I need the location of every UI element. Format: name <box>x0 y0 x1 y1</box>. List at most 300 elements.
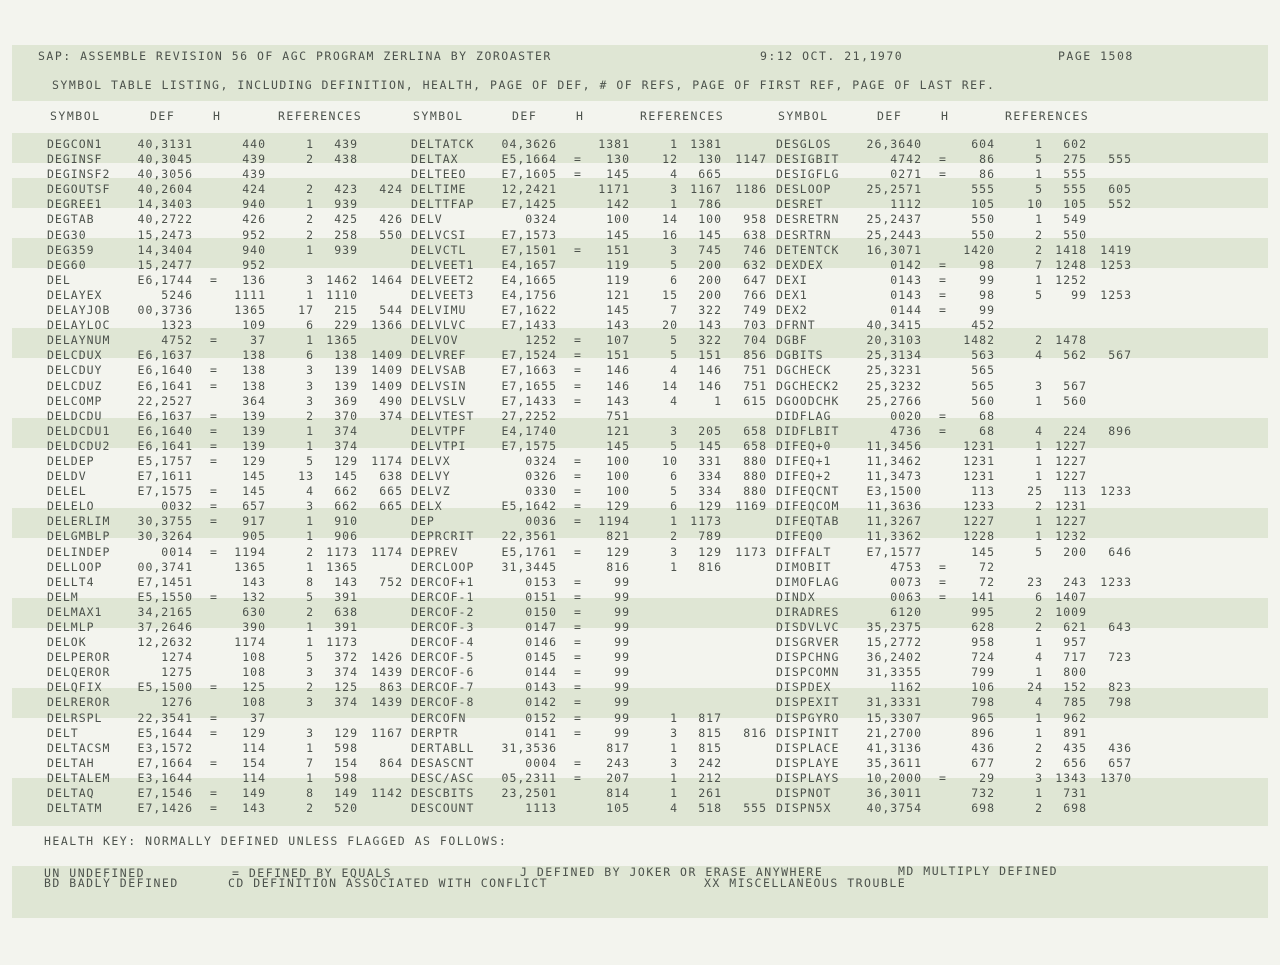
page-of-def: 1482 <box>963 333 995 348</box>
health-flag: = <box>574 469 582 484</box>
ref-count: 2 <box>306 604 314 619</box>
page-of-def: 1365 <box>234 303 266 318</box>
health-flag: = <box>939 272 947 287</box>
ref-count: 5 <box>670 484 678 499</box>
definition: 22,3561 <box>501 529 557 544</box>
page-of-def: 145 <box>606 227 630 242</box>
ref-count: 1 <box>306 559 314 574</box>
symbol-name: DESRTRN <box>776 227 832 242</box>
health-flag: = <box>574 755 582 770</box>
symbol-name: DISPEXIT <box>776 695 840 710</box>
last-ref-page: 632 <box>743 257 767 272</box>
page-of-def: 995 <box>971 604 995 619</box>
definition: E7,1577 <box>866 544 922 559</box>
last-ref-page: 426 <box>379 212 403 227</box>
first-ref-page: 205 <box>698 423 722 438</box>
health-flag: = <box>210 499 218 514</box>
ref-count: 20 <box>662 318 678 333</box>
first-ref-page: 1227 <box>1055 469 1087 484</box>
ref-count: 24 <box>1027 680 1043 695</box>
page-of-def: 86 <box>979 167 995 182</box>
definition: E7,1605 <box>501 167 557 182</box>
page-of-def: 555 <box>971 182 995 197</box>
symbol-name: DELTTFAP <box>411 197 475 212</box>
definition: 11,3473 <box>866 469 922 484</box>
first-ref-page: 374 <box>334 423 358 438</box>
definition: E4,1740 <box>501 423 557 438</box>
symbol-name: DISGRVER <box>776 635 840 650</box>
first-ref-page: 370 <box>334 408 358 423</box>
page-of-def: 436 <box>971 740 995 755</box>
symbol-name: DIMOBIT <box>776 559 832 574</box>
page-of-def: 99 <box>979 303 995 318</box>
health-flag: = <box>574 499 582 514</box>
definition: E7,1611 <box>137 469 193 484</box>
symbol-name: DESIGFLG <box>776 167 840 182</box>
first-ref-page: 1231 <box>1055 499 1087 514</box>
definition: 0153 <box>525 574 557 589</box>
definition: 15,3307 <box>866 710 922 725</box>
ref-count: 1 <box>670 514 678 529</box>
definition: 0143 <box>890 287 922 302</box>
first-ref-page: 129 <box>334 453 358 468</box>
symbol-name: DEXI <box>776 272 808 287</box>
first-ref-page: 99 <box>1071 287 1087 302</box>
last-ref-page: 896 <box>1108 423 1132 438</box>
first-ref-page: 567 <box>1063 378 1087 393</box>
symbol-name: DERCOFN <box>411 710 467 725</box>
first-ref-page: 598 <box>334 740 358 755</box>
first-ref-page: 439 <box>334 137 358 151</box>
page-of-def: 107 <box>606 333 630 348</box>
symbol-name: DELVTEST <box>411 408 475 423</box>
definition: 14,3403 <box>137 197 193 212</box>
ref-count: 1 <box>306 529 314 544</box>
page-of-def: 138 <box>242 378 266 393</box>
symbol-name: DELCDUZ <box>47 378 103 393</box>
ref-count: 5 <box>670 333 678 348</box>
page-of-def: 99 <box>614 665 630 680</box>
symbol-name: DIFEQTAB <box>776 514 840 529</box>
page-of-def: 1231 <box>963 438 995 453</box>
table-row <box>0 152 1280 167</box>
page-of-def: 1194 <box>234 544 266 559</box>
health-flag: = <box>574 167 582 182</box>
last-ref-page: 880 <box>743 484 767 499</box>
page-of-def: 207 <box>606 770 630 785</box>
definition: E7,1546 <box>137 786 193 801</box>
definition: 1252 <box>525 333 557 348</box>
first-ref-page: 1478 <box>1055 333 1087 348</box>
symbol-name: DELVREF <box>411 348 467 363</box>
page-of-def: 138 <box>242 363 266 378</box>
definition: E6,1744 <box>137 272 193 287</box>
symbol-name: DEL <box>47 272 71 287</box>
definition: E6,1641 <box>137 438 193 453</box>
ref-count: 1 <box>306 137 314 151</box>
definition: E7,1501 <box>501 242 557 257</box>
health-flag: = <box>574 680 582 695</box>
definition: 11,3636 <box>866 499 922 514</box>
page-of-def: 958 <box>971 635 995 650</box>
ref-count: 14 <box>662 378 678 393</box>
table-row <box>0 484 1280 499</box>
table-row <box>0 605 1280 620</box>
health-flag: = <box>210 272 218 287</box>
table-row <box>0 409 1280 424</box>
table-row <box>0 741 1280 756</box>
table-row <box>0 756 1280 771</box>
last-ref-page: 1366 <box>371 318 403 333</box>
definition: 0142 <box>890 257 922 272</box>
page-of-def: 119 <box>606 257 630 272</box>
first-ref-page: 200 <box>698 287 722 302</box>
ref-count: 2 <box>306 680 314 695</box>
symbol-name: DELRSPL <box>47 710 103 725</box>
first-ref-page: 891 <box>1063 725 1087 740</box>
ref-count: 1 <box>1035 212 1043 227</box>
definition: E5,1550 <box>137 589 193 604</box>
first-ref-page: 331 <box>698 453 722 468</box>
health-flag: = <box>574 453 582 468</box>
table-row <box>0 182 1280 197</box>
first-ref-page: 1227 <box>1055 438 1087 453</box>
symbol-name: DERCOF-4 <box>411 635 475 650</box>
first-ref-page: 665 <box>698 167 722 182</box>
ref-count: 1 <box>670 197 678 212</box>
ref-count: 2 <box>306 212 314 227</box>
symbol-name: DESCBITS <box>411 786 475 801</box>
ref-count: 2 <box>306 801 314 816</box>
page-of-def: 86 <box>979 152 995 167</box>
symbol-name: DELTATM <box>47 801 103 816</box>
table-row <box>0 439 1280 454</box>
symbol-name: DIFEQCNT <box>776 484 840 499</box>
page-of-def: 109 <box>242 318 266 333</box>
definition: 25,3134 <box>866 348 922 363</box>
symbol-table <box>0 137 1280 816</box>
definition: 40,2722 <box>137 212 193 227</box>
table-row <box>0 228 1280 243</box>
ref-count: 23 <box>1027 574 1043 589</box>
health-flag: = <box>574 363 582 378</box>
page-of-def: 151 <box>606 242 630 257</box>
symbol-name: DELM <box>47 589 79 604</box>
ref-count: 3 <box>306 665 314 680</box>
symbol-name: DERCOF-7 <box>411 680 475 695</box>
symbol-name: DELQFIX <box>47 680 103 695</box>
definition: 0073 <box>890 574 922 589</box>
last-ref-page: 751 <box>743 378 767 393</box>
first-ref-page: 550 <box>1063 227 1087 242</box>
first-ref-page: 438 <box>334 152 358 167</box>
timestamp: 9:12 OCT. 21,1970 <box>760 49 904 63</box>
last-ref-page: 1253 <box>1100 257 1132 272</box>
ref-count: 3 <box>306 695 314 710</box>
page-of-def: 146 <box>606 363 630 378</box>
last-ref-page: 544 <box>379 303 403 318</box>
symbol-name: DELVCSI <box>411 227 467 242</box>
table-row <box>0 529 1280 544</box>
page-of-def: 940 <box>242 242 266 257</box>
symbol-name: DISPCHNG <box>776 650 840 665</box>
page-of-def: 905 <box>242 529 266 544</box>
ref-count: 4 <box>1035 650 1043 665</box>
table-row <box>0 288 1280 303</box>
last-ref-page: 1409 <box>371 378 403 393</box>
first-ref-page: 138 <box>334 348 358 363</box>
health-flag: = <box>939 303 947 318</box>
last-ref-page: 657 <box>1108 755 1132 770</box>
page-of-def: 565 <box>971 378 995 393</box>
first-ref-page: 146 <box>698 363 722 378</box>
table-row <box>0 590 1280 605</box>
last-ref-page: 658 <box>743 423 767 438</box>
first-ref-page: 520 <box>334 801 358 816</box>
definition: E7,1524 <box>501 348 557 363</box>
symbol-name: DELTATCK <box>411 137 475 151</box>
definition: 23,2501 <box>501 786 557 801</box>
ref-count: 3 <box>670 242 678 257</box>
definition: 12,2632 <box>137 635 193 650</box>
page-of-def: 439 <box>242 167 266 182</box>
health-flag: = <box>210 680 218 695</box>
ref-count: 3 <box>306 363 314 378</box>
ref-count: 15 <box>662 287 678 302</box>
definition: 20,3103 <box>866 333 922 348</box>
ref-count: 2 <box>1035 740 1043 755</box>
page-of-def: 99 <box>979 272 995 287</box>
first-ref-page: 129 <box>698 499 722 514</box>
ref-count: 5 <box>306 650 314 665</box>
ref-count: 8 <box>306 574 314 589</box>
last-ref-page: 1169 <box>735 499 767 514</box>
ref-count: 5 <box>1035 152 1043 167</box>
symbol-name: DELGMBLP <box>47 529 111 544</box>
definition: 31,3355 <box>866 665 922 680</box>
definition: 40,2604 <box>137 182 193 197</box>
page-of-def: 29 <box>979 770 995 785</box>
ref-count: 7 <box>1035 257 1043 272</box>
first-ref-page: 145 <box>698 227 722 242</box>
first-ref-page: 139 <box>334 363 358 378</box>
health-flag: = <box>574 333 582 348</box>
first-ref-page: 334 <box>698 484 722 499</box>
definition: 11,3462 <box>866 453 922 468</box>
definition: E6,1640 <box>137 363 193 378</box>
first-ref-page: 200 <box>698 272 722 287</box>
first-ref-page: 105 <box>1063 197 1087 212</box>
page-of-def: 139 <box>242 438 266 453</box>
page-of-def: 72 <box>979 574 995 589</box>
table-row <box>0 695 1280 710</box>
last-ref-page: 880 <box>743 453 767 468</box>
first-ref-page: 261 <box>698 786 722 801</box>
symbol-name: DELVCTL <box>411 242 467 257</box>
symbol-name: DERCOF+1 <box>411 574 475 589</box>
definition: 15,2772 <box>866 635 922 650</box>
first-ref-page: 817 <box>698 710 722 725</box>
definition: E5,1757 <box>137 453 193 468</box>
table-row <box>0 560 1280 575</box>
ref-count: 3 <box>306 499 314 514</box>
first-ref-page: 815 <box>698 725 722 740</box>
page-of-def: 68 <box>979 423 995 438</box>
symbol-name: DERCOF-8 <box>411 695 475 710</box>
symbol-name: DISPCOMN <box>776 665 840 680</box>
symbol-name: DEGCON1 <box>47 137 103 151</box>
table-row <box>0 680 1280 695</box>
definition: 40,3415 <box>866 318 922 333</box>
page-of-def: 1365 <box>234 559 266 574</box>
definition: 0014 <box>161 544 193 559</box>
symbol-name: DELAYJOB <box>47 303 111 318</box>
definition: 11,3362 <box>866 529 922 544</box>
symbol-name: DELTACSM <box>47 740 111 755</box>
definition: 0324 <box>525 453 557 468</box>
page-of-def: 149 <box>242 786 266 801</box>
page-of-def: 99 <box>614 589 630 604</box>
last-ref-page: 752 <box>379 574 403 589</box>
last-ref-page: 658 <box>743 438 767 453</box>
first-ref-page: 113 <box>1063 484 1087 499</box>
page-of-def: 105 <box>606 801 630 816</box>
page-of-def: 125 <box>242 680 266 695</box>
definition: 4736 <box>890 423 922 438</box>
symbol-name: DISPINIT <box>776 725 840 740</box>
symbol-name: DISPNOT <box>776 786 832 801</box>
table-row <box>0 545 1280 560</box>
page-of-def: 390 <box>242 620 266 634</box>
table-row <box>0 650 1280 665</box>
definition: 36,3011 <box>866 786 922 801</box>
definition: 21,2700 <box>866 725 922 740</box>
first-ref-page: 598 <box>334 770 358 785</box>
page-of-def: 98 <box>979 257 995 272</box>
page-of-def: 143 <box>606 318 630 333</box>
definition: E7,1663 <box>501 363 557 378</box>
ref-count: 1 <box>1035 469 1043 484</box>
last-ref-page: 638 <box>379 469 403 484</box>
ref-count: 2 <box>306 408 314 423</box>
page-of-def: 1227 <box>963 514 995 529</box>
first-ref-page: 1232 <box>1055 529 1087 544</box>
first-ref-page: 200 <box>698 257 722 272</box>
symbol-name: DIFEQCOM <box>776 499 840 514</box>
first-ref-page: 518 <box>698 801 722 816</box>
page-of-def: 99 <box>614 635 630 650</box>
first-ref-page: 816 <box>698 559 722 574</box>
page-of-def: 1111 <box>234 287 266 302</box>
definition: 25,2437 <box>866 212 922 227</box>
first-ref-page: 143 <box>334 574 358 589</box>
definition: E5,1761 <box>501 544 557 559</box>
first-ref-page: 638 <box>334 604 358 619</box>
definition: 0271 <box>890 167 922 182</box>
symbol-name: DEGINSF2 <box>47 167 111 182</box>
definition: 31,3536 <box>501 740 557 755</box>
first-ref-page: 334 <box>698 469 722 484</box>
definition: 25,3232 <box>866 378 922 393</box>
first-ref-page: 800 <box>1063 665 1087 680</box>
symbol-name: DEPREV <box>411 544 459 559</box>
col-header-references: REFERENCES <box>1005 109 1090 123</box>
definition: 0063 <box>890 589 922 604</box>
first-ref-page: 656 <box>1063 755 1087 770</box>
definition: E7,1425 <box>501 197 557 212</box>
first-ref-page: 621 <box>1063 620 1087 634</box>
definition: 5246 <box>161 287 193 302</box>
page-of-def: 121 <box>606 287 630 302</box>
symbol-name: DISPN5X <box>776 801 832 816</box>
symbol-name: DETENTCK <box>776 242 840 257</box>
first-ref-page: 322 <box>698 333 722 348</box>
page-of-def: 798 <box>971 695 995 710</box>
first-ref-page: 139 <box>334 378 358 393</box>
page-of-def: 952 <box>242 227 266 242</box>
page-of-def: 145 <box>971 544 995 559</box>
page-of-def: 136 <box>242 272 266 287</box>
health-flag: = <box>574 152 582 167</box>
definition: 0144 <box>525 665 557 680</box>
ref-count: 1 <box>306 740 314 755</box>
definition: 1113 <box>525 801 557 816</box>
ref-count: 2 <box>1035 227 1043 242</box>
last-ref-page: 1142 <box>371 786 403 801</box>
ref-count: 3 <box>1035 770 1043 785</box>
first-ref-page: 717 <box>1063 650 1087 665</box>
health-flag: = <box>574 393 582 408</box>
last-ref-page: 1186 <box>735 182 767 197</box>
col-header-def: DEF <box>877 109 903 123</box>
definition: E6,1637 <box>137 408 193 423</box>
page-of-def: 145 <box>606 303 630 318</box>
last-ref-page: 647 <box>743 272 767 287</box>
symbol-name: DEXDEX <box>776 257 824 272</box>
definition: 4752 <box>161 333 193 348</box>
first-ref-page: 425 <box>334 212 358 227</box>
page-of-def: 751 <box>606 408 630 423</box>
first-ref-page: 129 <box>334 725 358 740</box>
table-row <box>0 137 1280 152</box>
ref-count: 1 <box>1035 786 1043 801</box>
ref-count: 17 <box>298 303 314 318</box>
last-ref-page: 567 <box>1108 348 1132 363</box>
page-of-def: 1194 <box>598 514 630 529</box>
first-ref-page: 149 <box>334 786 358 801</box>
first-ref-page: 1365 <box>326 559 358 574</box>
page-of-def: 99 <box>614 710 630 725</box>
health-flag: = <box>574 620 582 634</box>
definition: E6,1640 <box>137 423 193 438</box>
first-ref-page: 145 <box>334 469 358 484</box>
page-of-def: 563 <box>971 348 995 363</box>
page-of-def: 129 <box>606 544 630 559</box>
page-of-def: 106 <box>971 680 995 695</box>
page-of-def: 99 <box>614 695 630 710</box>
definition: 25,3231 <box>866 363 922 378</box>
ref-count: 6 <box>670 469 678 484</box>
definition: 0145 <box>525 650 557 665</box>
symbol-name: DEP <box>411 514 435 529</box>
page-of-def: 130 <box>606 152 630 167</box>
symbol-name: DISDVLVC <box>776 620 840 634</box>
page-of-def: 139 <box>242 408 266 423</box>
first-ref-page: 555 <box>1063 182 1087 197</box>
definition: E7,1433 <box>501 318 557 333</box>
definition: 1276 <box>161 695 193 710</box>
last-ref-page: 1173 <box>735 544 767 559</box>
